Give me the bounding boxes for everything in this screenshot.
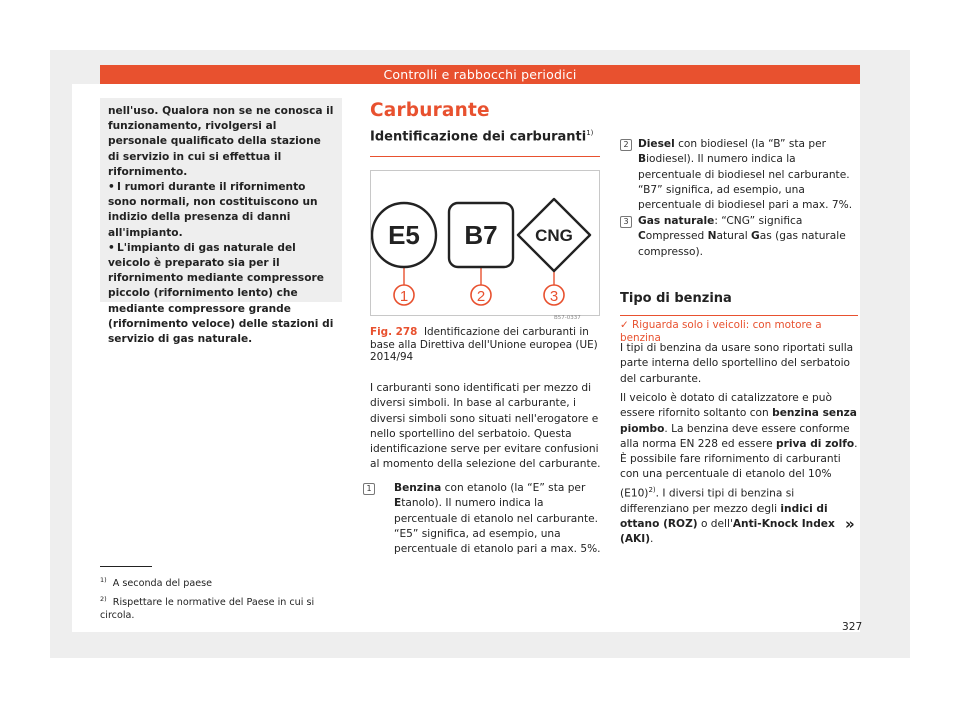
bold-run: benzina senza piombo — [620, 407, 857, 435]
text-run: . I diversi tipi di benzina si differenziano per mezzo degli — [620, 487, 795, 515]
footnote-text: A seconda del paese — [112, 578, 213, 590]
text-run: . È possibile fare rifornimento di carburanti con una percentuale di etanolo del 10% (E10) — [620, 437, 858, 500]
callout-2-label: 2 — [476, 288, 486, 305]
text-run: . — [650, 533, 654, 546]
item-desc: ompressed — [645, 230, 708, 243]
item-desc: : “CNG” significa — [714, 215, 803, 227]
figure-caption-text: Identificazione dei carburanti in base alla Direttiva dell'Unione europea (UE) 2014/94 — [370, 326, 598, 364]
bold-run: Anti-Knock Index (AKI) — [620, 517, 835, 546]
tipo-benzina-title: Tipo di benzina — [620, 291, 732, 306]
footnote-text: Rispettare le normative del Paese in cui si circola. — [100, 597, 315, 621]
title-divider — [370, 156, 600, 157]
item-text — [638, 214, 860, 260]
note-bullet-text: I rumori durante il rifornimento sono normali, non costituiscono un indizio della presenza di danni all'impianto. — [108, 181, 318, 239]
text-run: . La benzina deve essere conforme alla norma EN 228 ed essere — [620, 422, 850, 450]
item-number-badge: 3 — [620, 216, 632, 228]
note-paragraph: nell'uso. Qualora non se ne conosca il funzionamento, rivolgersi al personale qualificato della stazione di servizio in cui si effettua il rifornimento. — [108, 105, 334, 178]
title-divider — [620, 315, 858, 316]
callout-3-label: 3 — [549, 288, 559, 305]
item-term: Gas naturale — [638, 215, 715, 227]
intro-paragraph: I carburanti sono identificati per mezzo di diversi simboli. In base al carburante, i diversi simboli sono situati nell'erogatore e nello sportellino del serbatoio. Questa identificazione serve per evitare confusioni al momento della selezione del carburante. — [370, 382, 601, 471]
e5-label: E5 — [388, 220, 420, 250]
footnote-ref: 1) — [586, 129, 594, 137]
section-title: Carburante — [370, 100, 490, 121]
note-bullet — [108, 241, 334, 347]
item-letter: E — [394, 497, 402, 510]
item-desc: as (gas naturale compresso). — [638, 230, 846, 258]
item-desc: tanolo). Il numero indica la percentuale di etanolo nel carburante. “E5” significa, ad esempio, una percentuale di etanolo pari a max. 5%. — [394, 497, 601, 556]
item-text — [394, 481, 606, 557]
continue-icon: » — [845, 515, 855, 533]
footnote-number: 1) — [100, 576, 107, 584]
item-letter: G — [751, 230, 760, 243]
item-letter: C — [638, 230, 646, 243]
text-run: o dell' — [697, 517, 733, 530]
footnote-divider — [100, 566, 152, 567]
footnote — [100, 593, 340, 622]
chapter-header: Controlli e rabbocchi periodici — [100, 65, 860, 84]
footnote — [100, 574, 340, 591]
bold-run: priva di zolfo — [776, 437, 855, 450]
callout-1-label: 1 — [399, 288, 409, 305]
note-bullet-text: L'impianto di gas naturale del veicolo è preparato sia per il rifornimento mediante compressore piccolo (rifornimento lento) che mediante compressore grande (rifornimento veloce) delle stazioni di servizio di gas naturale. — [108, 241, 334, 346]
footnote-number: 2) — [100, 595, 107, 603]
check-icon: ✓ — [620, 319, 629, 331]
bullet-icon: • — [108, 181, 115, 194]
item-letter: N — [707, 230, 717, 243]
item-desc: atural — [716, 230, 752, 243]
item-number-badge: 2 — [620, 139, 632, 151]
note-bullet — [108, 180, 334, 241]
text-run: Il veicolo è dotato di catalizzatore e può essere rifornito soltanto con — [620, 392, 832, 420]
subsection-title — [370, 129, 600, 144]
item-desc: iodiesel). Il numero indica la percentuale di biodiesel nel carburante. “B7” significa, ad esempio, una percentuale di biodiesel pari a max. 7%. — [638, 153, 853, 212]
b7-label: B7 — [464, 220, 498, 250]
figure-caption — [370, 326, 600, 364]
tipo-paragraph-1: I tipi di benzina da usare sono riportati sulla parte interna dello sportellino del serbatoio del carburante. — [620, 342, 854, 385]
tipo-paragraph-2 — [620, 391, 860, 548]
page-number: 327 — [842, 621, 863, 633]
note-text — [108, 104, 334, 347]
fuel-symbols-illustration — [371, 171, 599, 315]
figure-label: Fig. 278 — [370, 326, 418, 338]
footnote-ref: 2) — [648, 485, 656, 494]
subsection-title-text: Identificazione dei carburanti — [370, 129, 587, 145]
item-text — [638, 137, 860, 213]
cng-label: CNG — [535, 226, 573, 245]
bold-run: indici di ottano (ROZ) — [620, 502, 828, 530]
applicability-text: Riguarda solo i veicoli: con motore a benzina — [620, 319, 822, 344]
item-desc: con biodiesel (la “B” sta per — [674, 138, 826, 150]
item-letter: B — [638, 153, 647, 166]
item-number-badge: 1 — [363, 483, 375, 495]
item-desc: con etanolo (la “E” sta per — [441, 482, 586, 494]
bullet-icon: • — [108, 241, 115, 254]
item-term: Benzina — [394, 482, 442, 494]
figure-code: B57-0337 — [554, 315, 581, 321]
item-term: Diesel — [638, 138, 675, 150]
fuel-figure — [370, 170, 600, 316]
